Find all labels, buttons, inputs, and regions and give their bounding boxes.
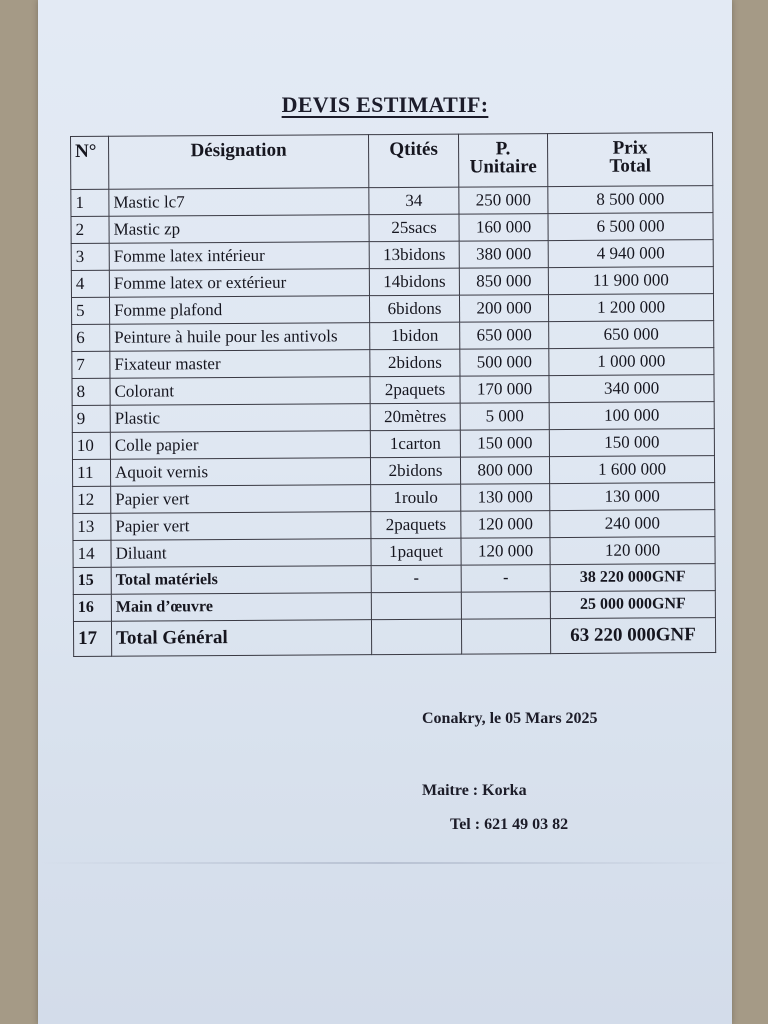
table-header-row xyxy=(71,133,713,190)
cell-no: 2 xyxy=(71,216,109,243)
cell-unit-price: - xyxy=(461,565,550,593)
cell-no: 9 xyxy=(72,405,110,432)
header-unit-price xyxy=(458,134,547,188)
cell-qty xyxy=(371,619,461,655)
cell-qty xyxy=(371,592,461,620)
cell-qty: 13bidons xyxy=(369,241,459,269)
table-row xyxy=(71,294,713,325)
cell-total-price: 38 220 000GNF xyxy=(550,564,715,592)
cell-unit-price: 120 000 xyxy=(461,538,550,566)
cell-no: 12 xyxy=(73,486,111,513)
cell-no: 4 xyxy=(71,270,109,297)
cell-no: 7 xyxy=(72,351,110,378)
document-title xyxy=(38,92,732,118)
cell-designation: Mastic zp xyxy=(109,215,369,244)
cell-total-price: 8 500 000 xyxy=(548,186,713,214)
header-qty: Qtités xyxy=(368,134,458,188)
cell-unit-price: 850 000 xyxy=(459,268,548,296)
cell-total-price: 6 500 000 xyxy=(548,213,713,241)
table-row xyxy=(71,213,713,244)
table-row xyxy=(73,483,715,514)
cell-qty: 14bidons xyxy=(369,268,459,296)
cell-unit-price: 250 000 xyxy=(459,187,548,215)
cell-no: 17 xyxy=(73,621,111,656)
cell-no: 3 xyxy=(71,243,109,270)
cell-unit-price: 130 000 xyxy=(461,484,550,512)
cell-no: 14 xyxy=(73,540,111,567)
cell-designation: Diluant xyxy=(111,539,371,568)
cell-unit-price xyxy=(461,619,550,655)
cell-no: 5 xyxy=(71,297,109,324)
header-total-price xyxy=(547,133,712,187)
table-row xyxy=(73,537,715,568)
cell-no: 10 xyxy=(72,432,110,459)
cell-designation: Fomme plafond xyxy=(109,296,369,325)
cell-unit-price: 650 000 xyxy=(460,322,549,350)
cell-qty: 2paquets xyxy=(371,511,461,539)
table-row xyxy=(73,591,715,622)
cell-unit-price xyxy=(461,592,550,620)
cell-qty: 20mètres xyxy=(370,403,460,431)
cell-unit-price: 200 000 xyxy=(459,295,548,323)
cell-designation: Papier vert xyxy=(111,485,371,514)
cell-total-price: 1 000 000 xyxy=(549,348,714,376)
cell-unit-price: 160 000 xyxy=(459,214,548,242)
paper-sheet xyxy=(38,0,732,1024)
header-total-price-line2: Total xyxy=(609,155,652,177)
table-row xyxy=(73,618,715,657)
cell-total-price: 11 900 000 xyxy=(548,267,713,295)
cell-total-price: 1 200 000 xyxy=(548,294,713,322)
table-body xyxy=(71,186,716,657)
table-row xyxy=(71,267,713,298)
cell-qty: 1bidon xyxy=(370,322,460,350)
cell-total-price: 340 000 xyxy=(549,375,714,403)
cell-designation: Main d’œuvre xyxy=(111,593,371,622)
document-title-text: DEVIS ESTIMATIF: xyxy=(281,92,489,117)
cell-designation: Colle papier xyxy=(110,431,370,460)
cell-qty: 6bidons xyxy=(369,295,459,323)
cell-qty: 1paquet xyxy=(371,538,461,566)
cell-total-price: 120 000 xyxy=(550,537,715,565)
cell-total-price: 150 000 xyxy=(549,429,714,457)
cell-qty: 2bidons xyxy=(370,349,460,377)
maitre-name: Maitre : Korka xyxy=(422,782,527,799)
cell-unit-price: 120 000 xyxy=(461,511,550,539)
cell-qty: 2paquets xyxy=(370,376,460,404)
cell-qty: 34 xyxy=(369,187,459,215)
table-row xyxy=(73,510,715,541)
cell-unit-price: 380 000 xyxy=(459,241,548,269)
place-date: Conakry, le 05 Mars 2025 xyxy=(422,710,598,727)
table-row xyxy=(72,375,714,406)
cell-designation: Peinture à huile pour les antivols xyxy=(110,323,370,352)
cell-no: 11 xyxy=(72,459,110,486)
cell-designation: Aquoit vernis xyxy=(110,458,370,487)
header-unit-price-line2: Unitaire xyxy=(469,156,537,178)
header-total-price-line1: Prix xyxy=(612,137,648,159)
cell-unit-price: 5 000 xyxy=(460,403,549,431)
cell-designation: Fomme latex intérieur xyxy=(109,242,369,271)
header-designation: Désignation xyxy=(109,135,369,190)
cell-no: 16 xyxy=(73,594,111,621)
cell-unit-price: 800 000 xyxy=(460,457,549,485)
cell-qty: 1carton xyxy=(370,430,460,458)
cell-total-price: 650 000 xyxy=(549,321,714,349)
table-row xyxy=(72,456,714,487)
header-no: N° xyxy=(71,136,109,189)
telephone: Tel : 621 49 03 82 xyxy=(450,816,569,833)
cell-no: 13 xyxy=(73,513,111,540)
cell-unit-price: 500 000 xyxy=(460,349,549,377)
cell-no: 8 xyxy=(72,378,110,405)
cell-qty: 2bidons xyxy=(370,457,460,485)
cell-unit-price: 170 000 xyxy=(460,376,549,404)
table-row xyxy=(73,564,715,595)
cell-qty: 1roulo xyxy=(371,484,461,512)
cell-no: 15 xyxy=(73,567,111,594)
cell-unit-price: 150 000 xyxy=(460,430,549,458)
cell-designation: Mastic lc7 xyxy=(109,188,369,217)
cell-total-price: 4 940 000 xyxy=(548,240,713,268)
table-row xyxy=(72,348,714,379)
table-row xyxy=(71,240,713,271)
cell-no: 6 xyxy=(72,324,110,351)
cell-designation: Total Général xyxy=(111,620,371,657)
cell-designation: Fixateur master xyxy=(110,350,370,379)
cell-total-price: 100 000 xyxy=(549,402,714,430)
table-row xyxy=(72,429,714,460)
paper-fold xyxy=(38,862,732,864)
header-unit-price-line1: P. xyxy=(495,138,511,160)
cell-total-price: 1 600 000 xyxy=(549,456,714,484)
table-row xyxy=(72,321,714,352)
cell-designation: Papier vert xyxy=(111,512,371,541)
cell-qty: - xyxy=(371,565,461,593)
cell-designation: Colorant xyxy=(110,377,370,406)
cell-designation: Total matériels xyxy=(111,566,371,595)
cell-total-price: 25 000 000GNF xyxy=(550,591,715,619)
cell-total-price: 130 000 xyxy=(550,483,715,511)
estimate-table xyxy=(70,132,716,657)
cell-no: 1 xyxy=(71,189,109,216)
cell-total-price: 240 000 xyxy=(550,510,715,538)
table-row xyxy=(71,186,713,217)
cell-designation: Fomme latex or extérieur xyxy=(109,269,369,298)
table-row xyxy=(72,402,714,433)
cell-qty: 25sacs xyxy=(369,214,459,242)
cell-total-price: 63 220 000GNF xyxy=(550,618,715,654)
cell-designation: Plastic xyxy=(110,404,370,433)
